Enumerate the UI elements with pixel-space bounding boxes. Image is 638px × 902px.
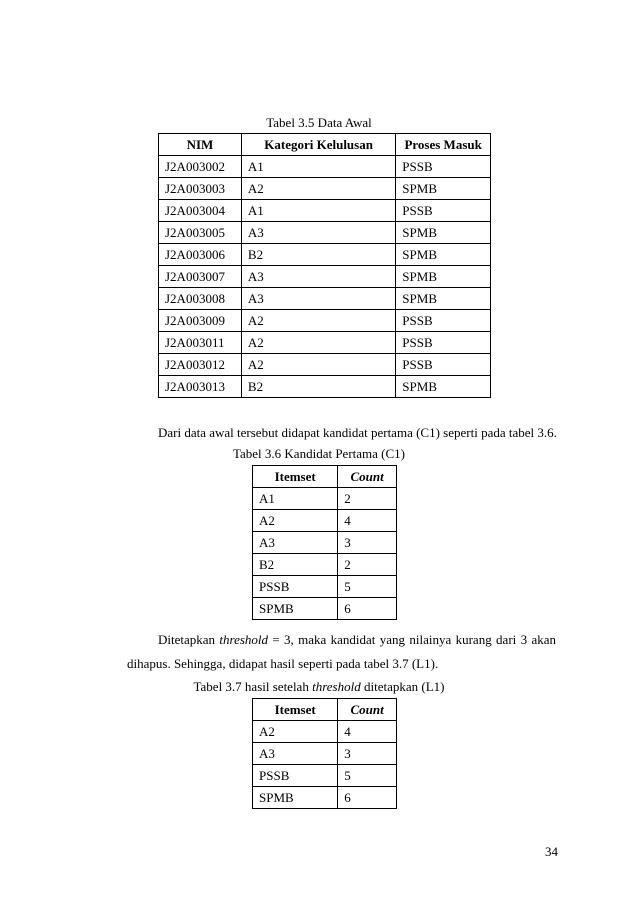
table-row xyxy=(159,222,491,244)
cell-nim: J2A003003 xyxy=(159,178,242,200)
cell-itemset: SPMB xyxy=(253,598,338,620)
cell-proses: PSSB xyxy=(396,332,491,354)
cell-kategori: A2 xyxy=(241,354,395,376)
cell-count: 2 xyxy=(338,488,397,510)
table-row xyxy=(253,765,397,787)
cell-itemset: SPMB xyxy=(253,787,338,809)
cell-count: 2 xyxy=(338,554,397,576)
cell-proses: SPMB xyxy=(396,376,491,398)
cell-proses: SPMB xyxy=(396,288,491,310)
table-row xyxy=(159,288,491,310)
cell-itemset: A2 xyxy=(253,721,338,743)
cell-kategori: A3 xyxy=(241,222,395,244)
cell-kategori: A3 xyxy=(241,266,395,288)
cell-count: 4 xyxy=(338,721,397,743)
text-run: = 3, maka kandidat yang nilainya kurang dari 3 akan xyxy=(268,632,556,647)
table-row xyxy=(159,376,491,398)
cell-nim: J2A003007 xyxy=(159,266,242,288)
table-row xyxy=(159,332,491,354)
cell-itemset: PSSB xyxy=(253,765,338,787)
cell-count: 5 xyxy=(338,576,397,598)
cell-nim: J2A003013 xyxy=(159,376,242,398)
cell-kategori: A1 xyxy=(241,156,395,178)
table-row xyxy=(159,354,491,376)
column-header-itemset: Itemset xyxy=(253,466,338,488)
cell-itemset: A3 xyxy=(253,532,338,554)
cell-proses: SPMB xyxy=(396,222,491,244)
table-row xyxy=(253,510,397,532)
column-header-proses-masuk: Proses Masuk xyxy=(396,134,491,156)
cell-itemset: PSSB xyxy=(253,576,338,598)
cell-proses: PSSB xyxy=(396,200,491,222)
cell-nim: J2A003012 xyxy=(159,354,242,376)
table-row xyxy=(159,156,491,178)
text-run: Ditetapkan xyxy=(158,632,220,647)
text-run: Tabel 3.7 hasil setelah xyxy=(193,679,313,694)
cell-itemset: B2 xyxy=(253,554,338,576)
cell-proses: SPMB xyxy=(396,244,491,266)
table-3-7 xyxy=(252,698,397,809)
table-row xyxy=(253,598,397,620)
table-row xyxy=(159,178,491,200)
cell-kategori: B2 xyxy=(241,244,395,266)
table-header-row xyxy=(253,466,397,488)
cell-count: 4 xyxy=(338,510,397,532)
column-header-itemset: Itemset xyxy=(253,699,338,721)
table-3-6 xyxy=(252,465,397,620)
cell-nim: J2A003011 xyxy=(159,332,242,354)
table-3-5-caption: Tabel 3.5 Data Awal xyxy=(266,115,372,130)
table-row xyxy=(253,743,397,765)
text-run: ditetapkan (L1) xyxy=(360,679,445,694)
paragraph-threshold-line2: dihapus. Sehingga, didapat hasil seperti pada tabel 3.7 (L1). xyxy=(127,656,439,671)
cell-itemset: A1 xyxy=(253,488,338,510)
table-row xyxy=(253,721,397,743)
table-3-5 xyxy=(158,133,491,398)
cell-count: 6 xyxy=(338,598,397,620)
cell-kategori: A2 xyxy=(241,332,395,354)
paragraph-threshold-line1 xyxy=(158,632,556,648)
table-row xyxy=(253,488,397,510)
cell-proses: SPMB xyxy=(396,178,491,200)
table-3-7-caption xyxy=(0,679,638,695)
table-header-row xyxy=(253,699,397,721)
table-row xyxy=(159,200,491,222)
term-threshold: threshold xyxy=(312,679,361,694)
cell-proses: PSSB xyxy=(396,310,491,332)
cell-kategori: A2 xyxy=(241,310,395,332)
column-header-count: Count xyxy=(338,466,397,488)
table-3-6-caption: Tabel 3.6 Kandidat Pertama (C1) xyxy=(232,446,405,461)
cell-itemset: A3 xyxy=(253,743,338,765)
table-row xyxy=(159,266,491,288)
cell-proses: SPMB xyxy=(396,266,491,288)
cell-nim: J2A003006 xyxy=(159,244,242,266)
cell-nim: J2A003008 xyxy=(159,288,242,310)
cell-kategori: A3 xyxy=(241,288,395,310)
cell-count: 3 xyxy=(338,532,397,554)
table-row xyxy=(159,310,491,332)
table-row xyxy=(253,532,397,554)
table-row xyxy=(253,576,397,598)
table-header-row xyxy=(159,134,491,156)
term-threshold: threshold xyxy=(219,632,269,647)
column-header-nim: NIM xyxy=(159,134,242,156)
cell-itemset: A2 xyxy=(253,510,338,532)
table-row xyxy=(253,787,397,809)
cell-count: 5 xyxy=(338,765,397,787)
cell-kategori: B2 xyxy=(241,376,395,398)
cell-kategori: A2 xyxy=(241,178,395,200)
cell-proses: PSSB xyxy=(396,354,491,376)
cell-proses: PSSB xyxy=(396,156,491,178)
paragraph-c1-intro: Dari data awal tersebut didapat kandidat pertama (C1) seperti pada tabel 3.6. xyxy=(158,425,557,440)
page-number: 34 xyxy=(545,844,558,859)
column-header-count: Count xyxy=(338,699,397,721)
table-row xyxy=(159,244,491,266)
table-row xyxy=(253,554,397,576)
cell-nim: J2A003004 xyxy=(159,200,242,222)
cell-kategori: A1 xyxy=(241,200,395,222)
column-header-kategori-kelulusan: Kategori Kelulusan xyxy=(241,134,395,156)
cell-nim: J2A003009 xyxy=(159,310,242,332)
cell-nim: J2A003002 xyxy=(159,156,242,178)
cell-count: 3 xyxy=(338,743,397,765)
cell-count: 6 xyxy=(338,787,397,809)
cell-nim: J2A003005 xyxy=(159,222,242,244)
